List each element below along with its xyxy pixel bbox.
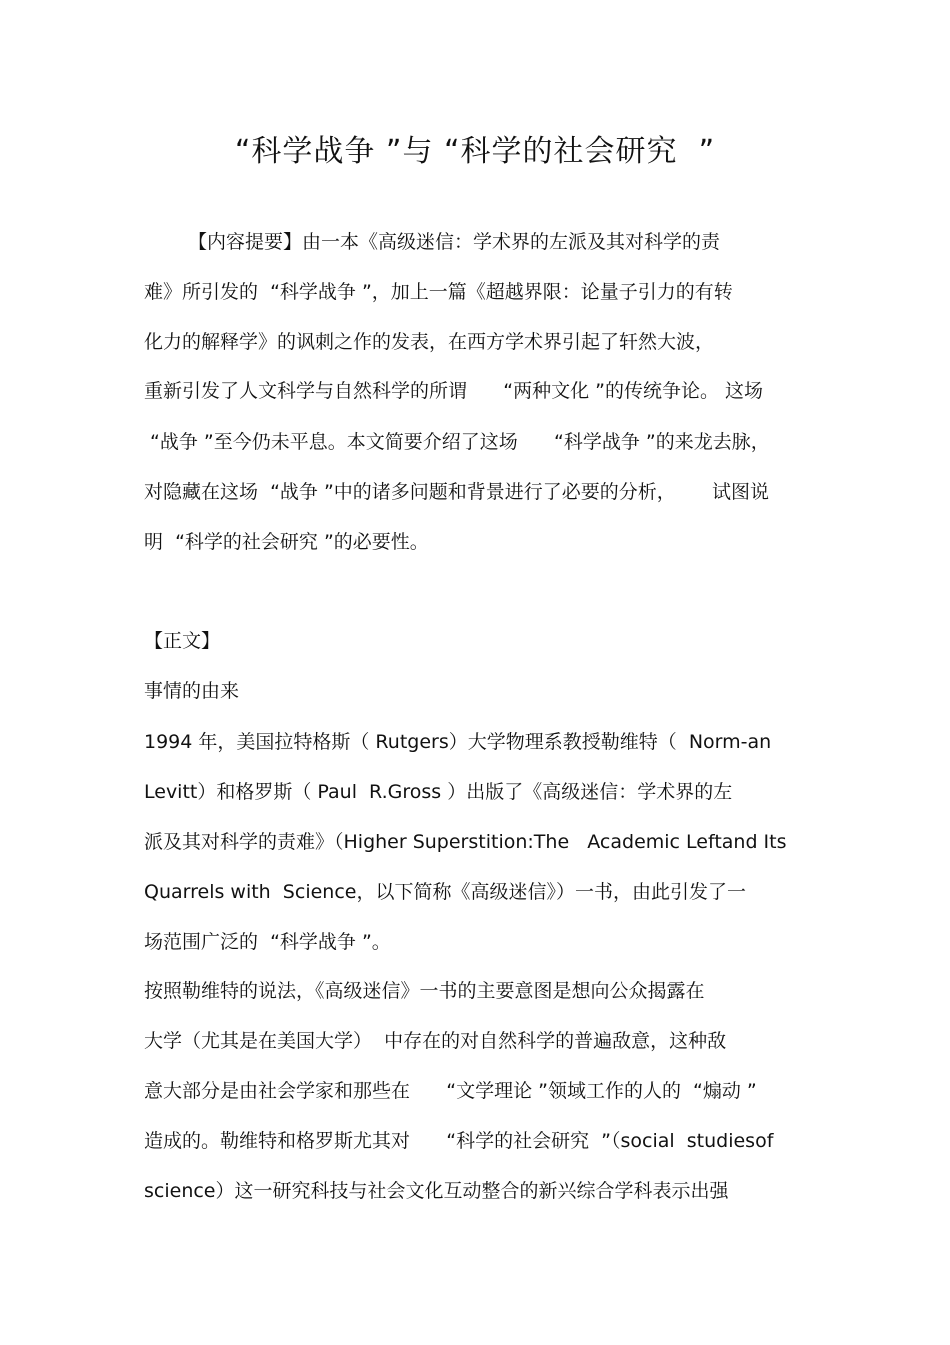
abstract-line: 难》所引发的 “科学战争 ”，加上一篇《超越界限：论量子引力的有转 — [144, 281, 733, 303]
abstract-line: “战争 ”至今仍未平息。本文简要介绍了这场 “科学战争 ”的来龙去脉， — [144, 431, 770, 453]
body-line: 1994 年，美国拉特格斯（ Rutgers）大学物理系教授勒维特（ Norm-an — [144, 731, 772, 753]
body-line: 按照勒维特的说法，《高级迷信》一书的主要意图是想向公众揭露在 — [144, 980, 705, 1002]
body-line: 造成的。勒维特和格罗斯尤其对 “科学的社会研究 ”（social studiesof — [144, 1130, 774, 1152]
body-line: 大学（尤其是在美国大学） 中存在的对自然科学的普遍敌意，这种敌 — [144, 1030, 727, 1052]
body-line: science）这一研究科技与社会文化互动整合的新兴综合学科表示出强 — [144, 1180, 729, 1202]
abstract-line: 对隐藏在这场 “战争 ”中的诸多问题和背景进行了必要的分析， 试图说 — [144, 481, 770, 503]
abstract-line: 重新引发了人文科学与自然科学的所谓 “两种文化 ”的传统争论。 这场 — [144, 380, 764, 402]
abstract-line: 明 “科学的社会研究 ”的必要性。 — [144, 531, 429, 553]
body-line: 场范围广泛的 “科学战争 ”。 — [144, 931, 391, 953]
body-line: 意大部分是由社会学家和那些在 “文学理论 ”领域工作的人的 “煽动 ” — [144, 1080, 757, 1102]
body-line: 派及其对科学的责难》（Higher Superstition:The Academic Leftand Its — [144, 831, 787, 853]
body-line: Quarrels with Science，以下简称《高级迷信》）一书，由此引发了一 — [144, 881, 746, 903]
body-line: Levitt）和格罗斯（ Paul R.Gross ）出版了《高级迷信：学术界的左 — [144, 781, 733, 803]
document-title: “科学战争 ”与 “科学的社会研究 ” — [234, 134, 716, 169]
abstract-line: 【内容提要】由一本《高级迷信：学术界的左派及其对科学的责 — [188, 231, 721, 253]
body-heading: 【正文】 — [144, 630, 221, 652]
abstract-line: 化力的解释学》的讽刺之作的发表，在西方学术界引起了轩然大波， — [144, 331, 715, 353]
section-heading: 事情的由来 — [144, 680, 240, 702]
